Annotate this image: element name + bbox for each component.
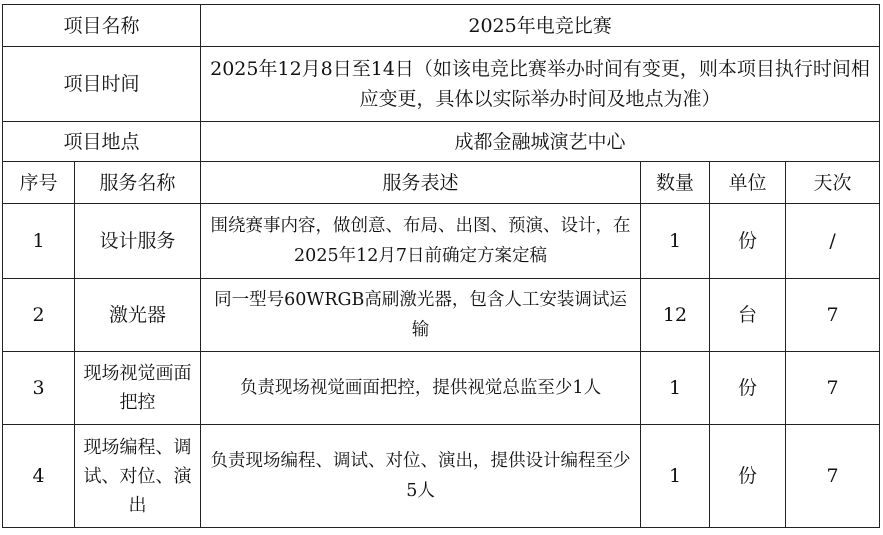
row-unit: 台 [710,279,786,352]
column-header-service-desc: 服务表述 [201,162,641,204]
project-time-label: 项目时间 [3,47,201,122]
row-seq: 3 [3,352,75,425]
row-service-name: 现场视觉画面把控 [75,352,201,425]
table-row [3,279,880,352]
table-row [3,425,880,528]
project-time-row [3,47,880,122]
row-quantity: 1 [641,425,710,528]
row-days: 7 [786,279,880,352]
project-location-value: 成都金融城演艺中心 [201,122,880,162]
row-quantity: 1 [641,204,710,279]
project-location-row [3,122,880,162]
row-service-name: 设计服务 [75,204,201,279]
service-table [2,4,880,528]
project-name-value: 2025年电竞比赛 [201,5,880,47]
row-unit: 份 [710,352,786,425]
row-seq: 2 [3,279,75,352]
table-row [3,204,880,279]
column-header-days: 天次 [786,162,880,204]
row-unit: 份 [710,204,786,279]
row-days: 7 [786,425,880,528]
column-header-row [3,162,880,204]
table-row [3,352,880,425]
row-days: / [786,204,880,279]
row-service-name: 现场编程、调试、对位、演出 [75,425,201,528]
row-unit: 份 [710,425,786,528]
row-service-desc: 围绕赛事内容，做创意、布局、出图、预演、设计，在2025年12月7日前确定方案定稿 [201,204,641,279]
row-days: 7 [786,352,880,425]
row-quantity: 12 [641,279,710,352]
project-name-row [3,5,880,47]
column-header-service-name: 服务名称 [75,162,201,204]
project-location-label: 项目地点 [3,122,201,162]
column-header-quantity: 数量 [641,162,710,204]
column-header-unit: 单位 [710,162,786,204]
project-name-label: 项目名称 [3,5,201,47]
row-seq: 1 [3,204,75,279]
row-service-desc: 负责现场编程、调试、对位、演出，提供设计编程至少5人 [201,425,641,528]
project-time-value: 2025年12月8日至14日（如该电竞比赛举办时间有变更，则本项目执行时间相应变更，具体以实际举办时间及地点为准） [201,47,880,122]
row-quantity: 1 [641,352,710,425]
row-service-desc: 同一型号60WRGB高刷激光器，包含人工安装调试运输 [201,279,641,352]
column-header-seq: 序号 [3,162,75,204]
row-seq: 4 [3,425,75,528]
row-service-desc: 负责现场视觉画面把控，提供视觉总监至少1人 [201,352,641,425]
row-service-name: 激光器 [75,279,201,352]
